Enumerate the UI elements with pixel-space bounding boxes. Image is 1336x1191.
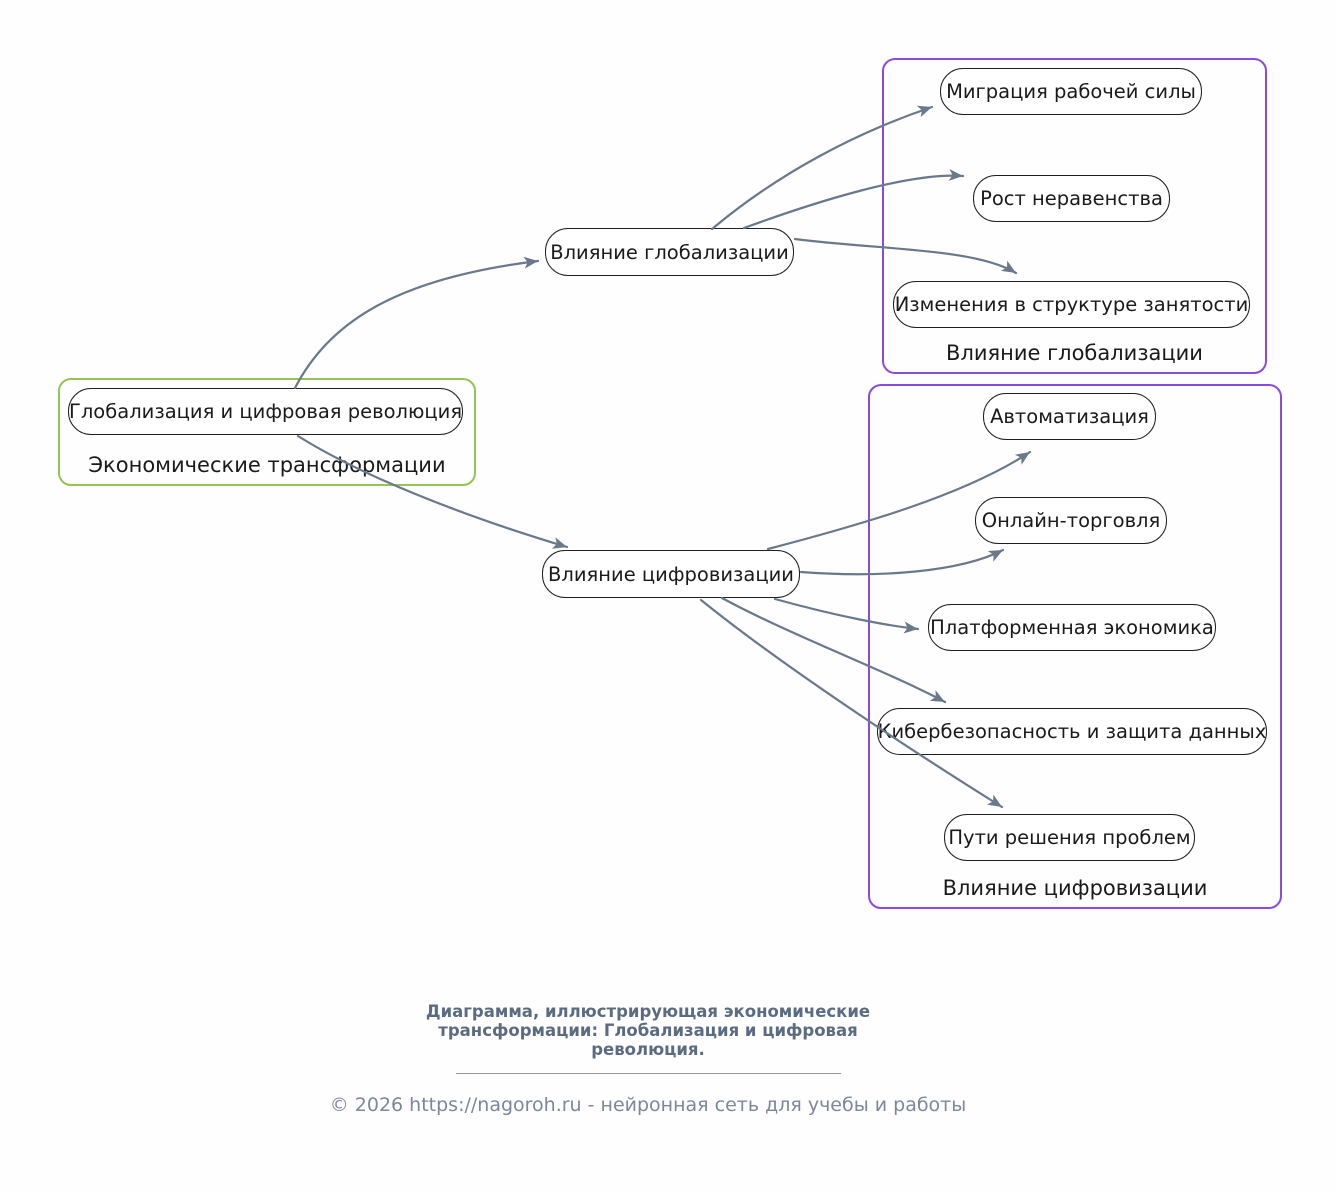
leaf-labor-migration: Миграция рабочей силы bbox=[940, 68, 1202, 115]
cluster-globalization-label: Влияние глобализации bbox=[946, 341, 1203, 365]
branch-node-digitalization: Влияние цифровизации bbox=[542, 550, 800, 598]
branch-node-globalization: Влияние глобализации bbox=[545, 228, 794, 276]
leaf-platform-economy: Платформенная экономика bbox=[928, 604, 1216, 651]
edge-root-to-globalization bbox=[295, 261, 538, 388]
leaf-online-commerce: Онлайн-торговля bbox=[975, 497, 1167, 544]
caption-line-1: Диаграмма, иллюстрирующая экономические bbox=[425, 1002, 871, 1021]
leaf-employment-structure-changes: Изменения в структуре занятости bbox=[893, 281, 1250, 328]
caption-line-2: трансформации: Глобализация и цифровая bbox=[438, 1021, 858, 1040]
caption-text bbox=[0, 1002, 1296, 1059]
root-cluster-label: Экономические трансформации bbox=[88, 453, 446, 477]
caption-line-3: революция. bbox=[591, 1040, 705, 1059]
leaf-cybersecurity-data-protection: Кибербезопасность и защита данных bbox=[877, 708, 1267, 755]
leaf-automation: Автоматизация bbox=[983, 393, 1156, 440]
leaf-inequality-growth: Рост неравенства bbox=[973, 175, 1170, 222]
root-title-node: Глобализация и цифровая революция bbox=[68, 388, 463, 435]
cluster-digitalization-label: Влияние цифровизации bbox=[942, 876, 1208, 900]
copyright-footer: © 2026 https://nagoroh.ru - нейронная сеть для учебы и работы bbox=[329, 1094, 967, 1116]
leaf-problem-solutions: Пути решения проблем bbox=[944, 814, 1195, 861]
divider-line bbox=[456, 1073, 841, 1074]
